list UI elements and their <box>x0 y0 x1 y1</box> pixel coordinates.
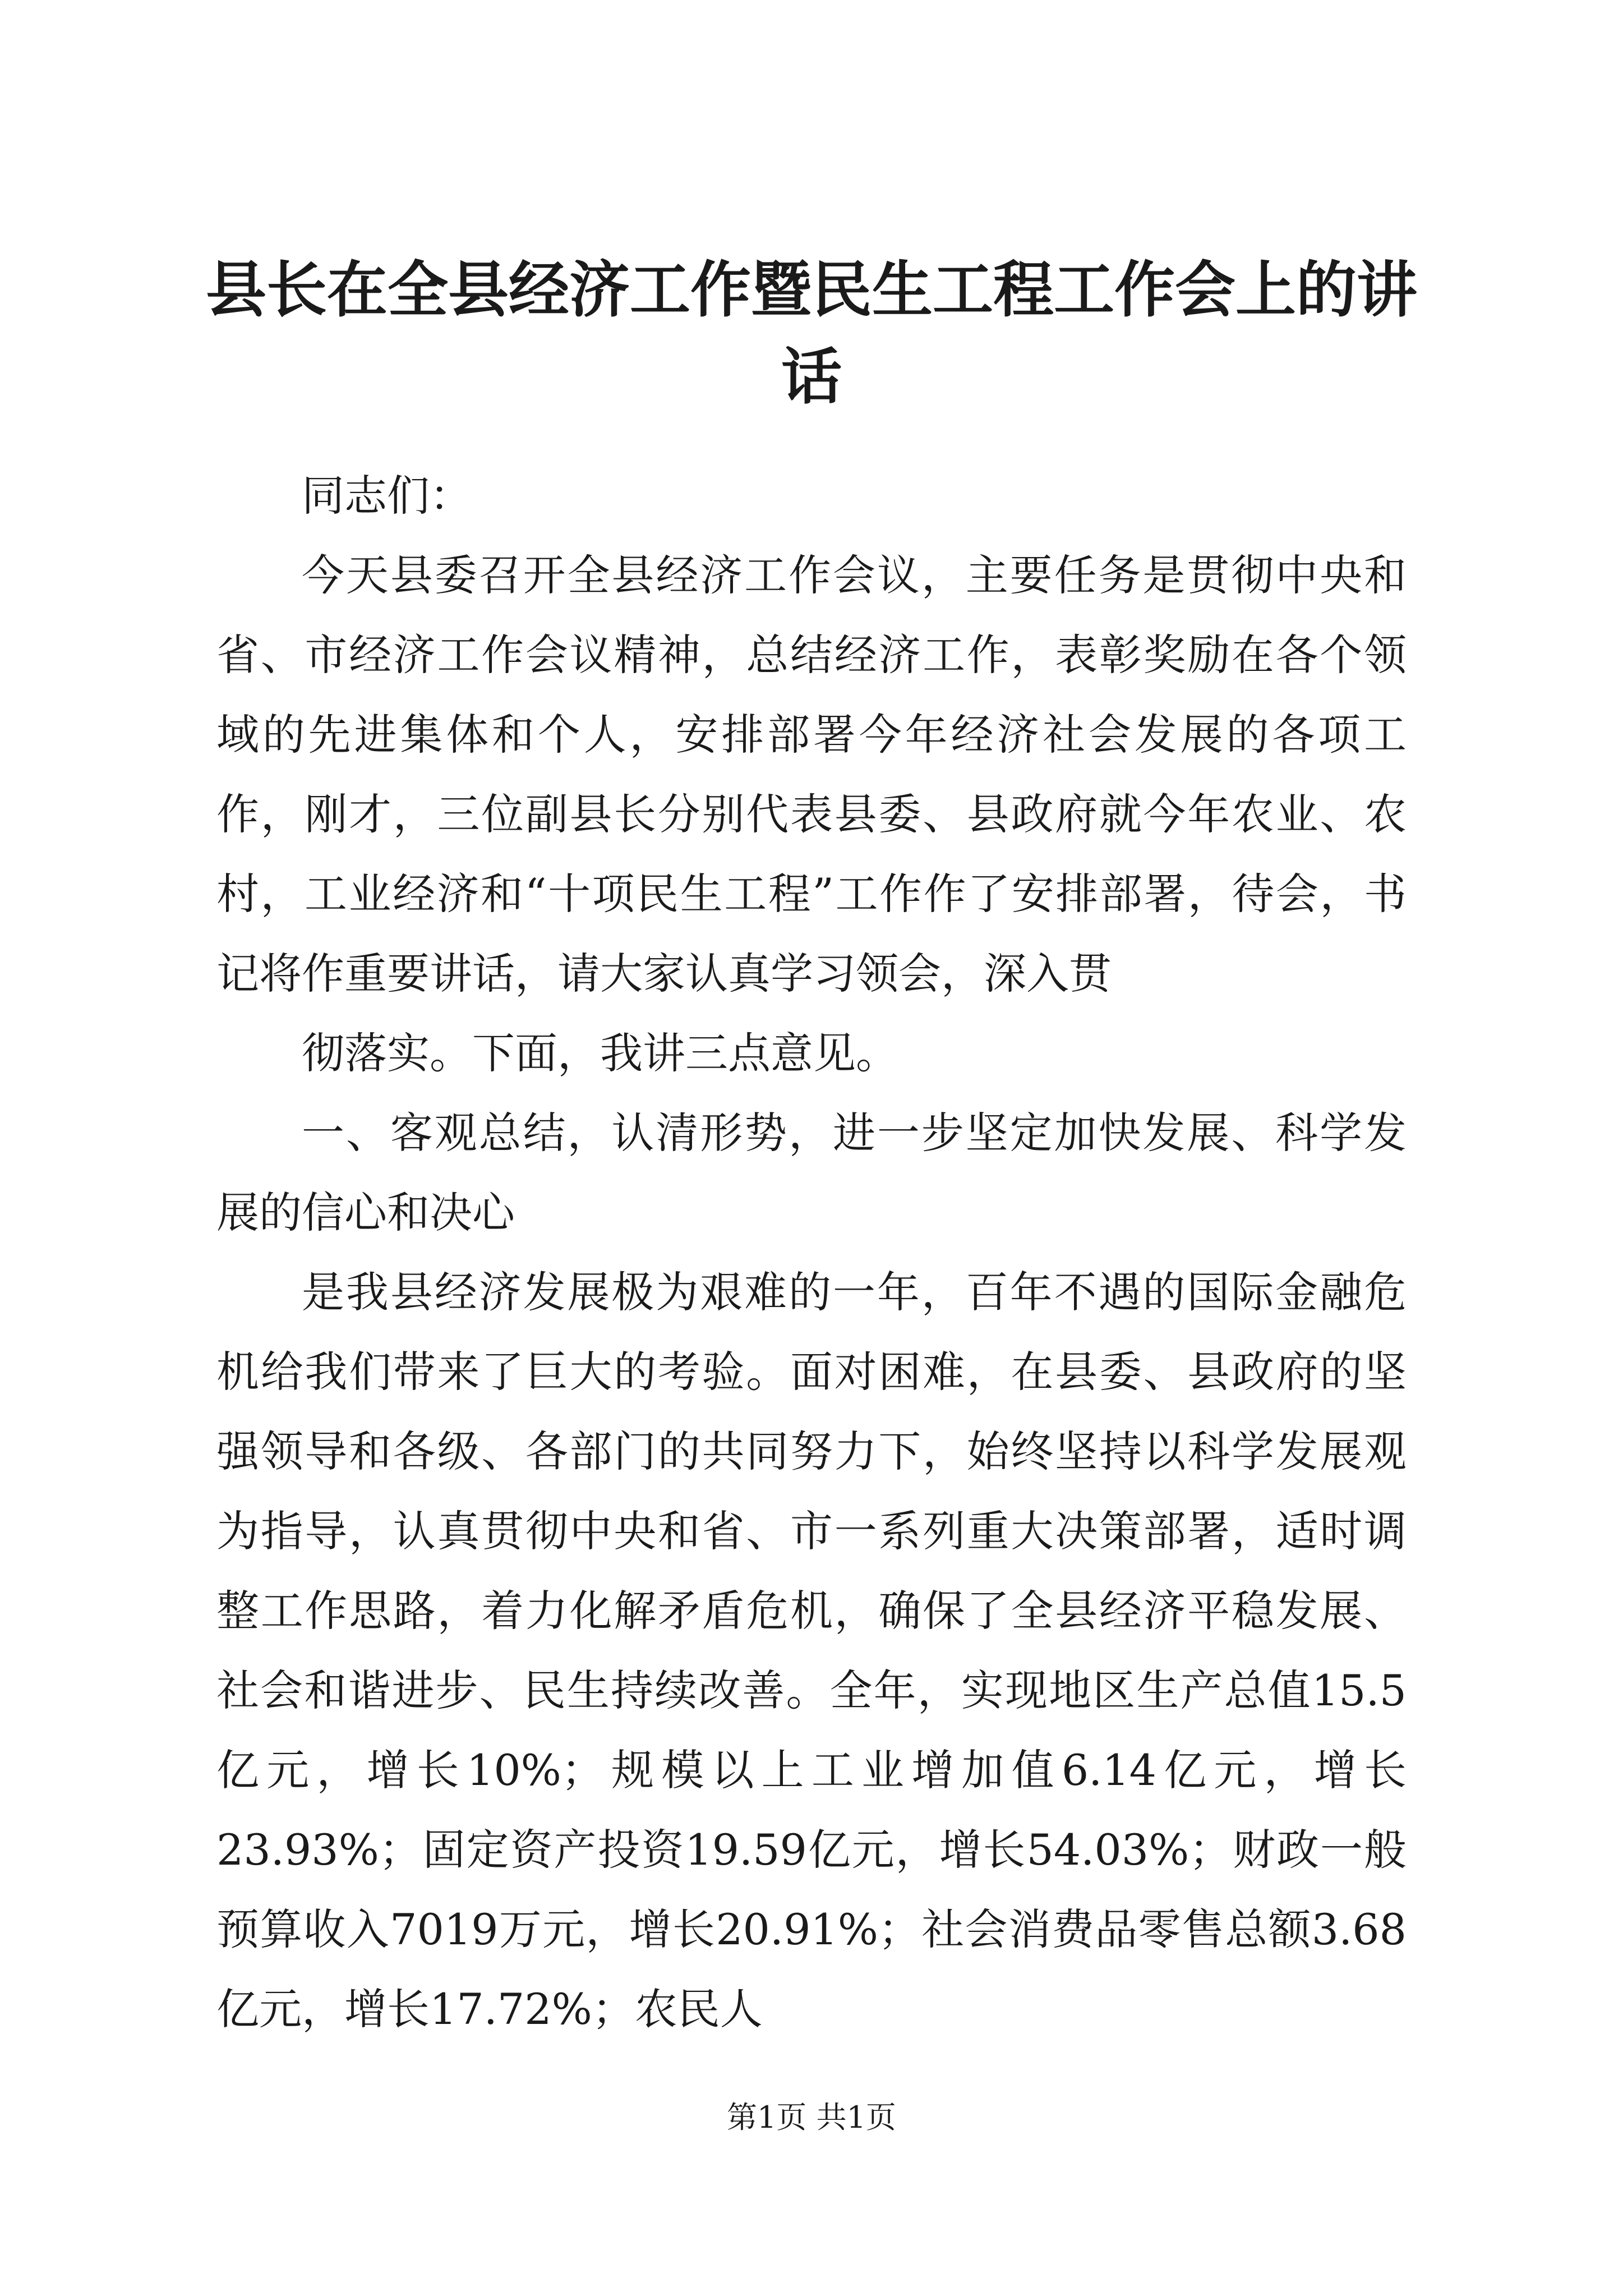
body-paragraph: 今天县委召开全县经济工作会议，主要任务是贯彻中央和省、市经济工作会议精神，总结经济工作，表彰奖励在各个领域的先进集体和个人，安排部署今年经济社会发展的各项工作，刚才，三位副县长分别代表县委、县政府就今年农业、农村，工业经济和“十项民生工程”工作作了安排部署，待会，书记将作重要讲话，请大家认真学习领会，深入贯 <box>216 550 1407 999</box>
body-paragraph: 彻落实。下面，我讲三点意见。 <box>302 1028 898 1078</box>
body-paragraph: 是我县经济发展极为艰难的一年，百年不遇的国际金融危机给我们带来了巨大的考验。面对困难，在县委、县政府的坚强领导和各级、各部门的共同努力下，始终坚持以科学发展观为指导，认真贯彻中央和省、市一系列重大决策部署，适时调整工作思路，着力化解矛盾危机，确保了全县经济平稳发展、社会和谐进步、民生持续改善。全年，实现地区生产总值15.5亿元，增长10%；规模以上工业增加值6.14亿元，增长23.93%；固定资产投资19.59亿元，增长54.03%；财政一般预算收入7019万元，增长20.91%；社会消费品零售总额3.68亿元，增长17.72%；农民人 <box>216 1267 1407 2034</box>
page-footer: 第1页 共1页 <box>727 2100 896 2135</box>
document-body <box>216 456 1407 2049</box>
section-heading-paragraph: 一、客观总结，认清形势，进一步坚定加快发展、科学发展的信心和决心 <box>216 1108 1407 1237</box>
document-title: 县长在全县经济工作暨民生工程工作会上的讲话 <box>205 255 1417 412</box>
salutation-paragraph: 同志们： <box>302 471 472 521</box>
